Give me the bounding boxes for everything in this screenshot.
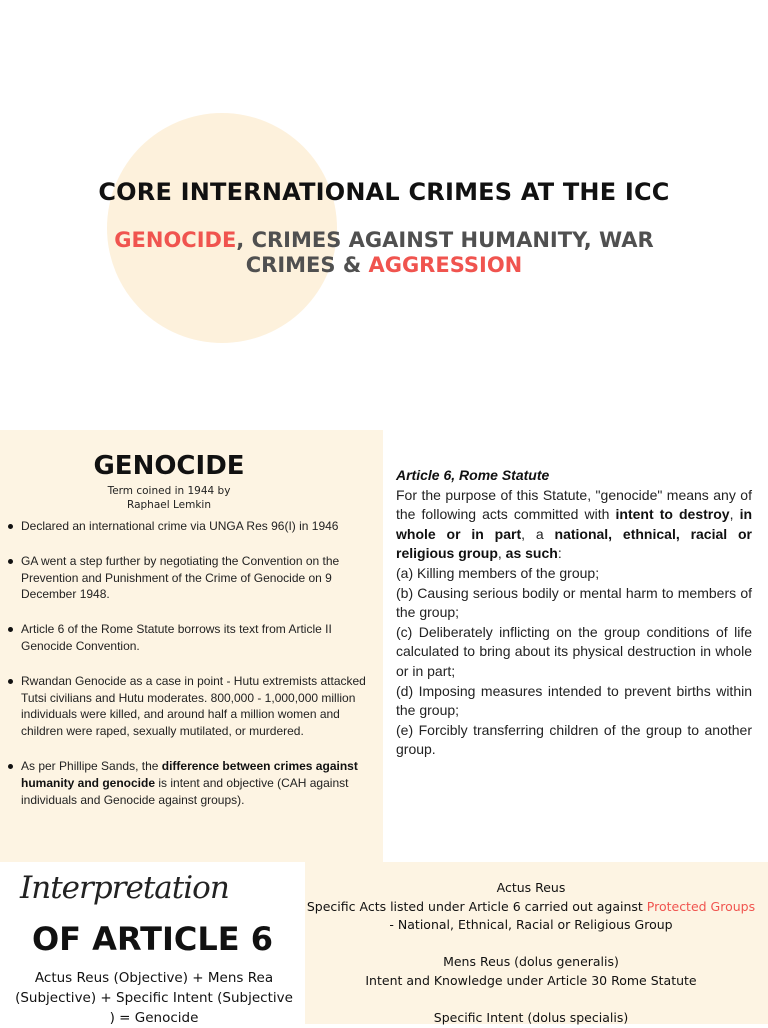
bullet-item bbox=[7, 758, 375, 808]
genocide-bullet-list bbox=[7, 518, 375, 826]
interpretation-script-heading: Interpretation bbox=[20, 870, 229, 906]
intro-sep: : bbox=[557, 545, 562, 562]
bullet-text: As per Phillipe Sands, the bbox=[21, 758, 162, 773]
protected-groups-text: Protected Groups bbox=[646, 898, 756, 914]
intro-sep: , bbox=[497, 545, 506, 562]
bullet-bold-text: difference between crimes against humanity and genocide bbox=[21, 758, 358, 790]
interpretation-formula: Actus Reus (Objective) + Mens Rea (Subjective) + Specific Intent (Subjective ) = Genocide bbox=[15, 970, 293, 1026]
intro-text: For the purpose of this Statute, "genocide" means any of the following acts committed with bbox=[396, 486, 752, 523]
article-6-item: (a) Killing members of the group; bbox=[396, 564, 600, 581]
subtitle-genocide: GENOCIDE bbox=[114, 228, 237, 252]
whole-bold: in whole or in part bbox=[396, 506, 753, 542]
bullet-item: GA went a step further by negotiating the Convention on the Prevention and Punishment of the Crime of Genocide on 9 December 1948. bbox=[7, 553, 375, 603]
article-6-item: (e) Forcibly transferring children of the group to another group. bbox=[396, 721, 752, 758]
interpretation-heading: OF ARTICLE 6 bbox=[31, 920, 274, 958]
article-6-intro bbox=[396, 486, 752, 564]
intent-bold: intent to destroy bbox=[615, 506, 730, 523]
bullet-text: is intent and objective (CAH against individuals and Genocide against groups). bbox=[21, 775, 349, 807]
actus-reus-title: Actus Reus bbox=[496, 880, 566, 895]
spacer bbox=[305, 991, 757, 1010]
intro-sep: , a bbox=[521, 525, 555, 542]
subtitle-aggression: AGGRESSION bbox=[368, 253, 523, 277]
intro-sep: , bbox=[729, 506, 740, 523]
groups-bold: national, ethnical, racial or religious group bbox=[396, 525, 753, 562]
actus-reus-text bbox=[305, 898, 757, 935]
specific-intent-title: Specific Intent (dolus specialis) bbox=[433, 1010, 629, 1026]
article-6-item: (b) Causing serious bodily or mental harm to members of the group; bbox=[396, 584, 752, 621]
bullet-item: Article 6 of the Rome Statute borrows its text from Article II Genocide Convention. bbox=[7, 621, 375, 655]
page-title: CORE INTERNATIONAL CRIMES AT THE ICC bbox=[98, 178, 670, 206]
subtitle-middle: , CRIMES AGAINST HUMANITY, WAR CRIMES & bbox=[236, 228, 654, 277]
mens-rea-title: Mens Reus (dolus generalis) bbox=[443, 954, 619, 970]
bullet-item: Rwandan Genocide as a case in point - Hutu extremists attacked Tutsi civilians and Hutu moderates. 800,000 - 1,000,000 million individuals were killed, and around half a million women and children were raped, sexually mutilated, or murdered. bbox=[7, 673, 375, 740]
genocide-subheading-line2: Raphael Lemkin bbox=[127, 499, 211, 511]
genocide-heading: GENOCIDE bbox=[93, 451, 245, 481]
page-subtitle bbox=[80, 228, 688, 278]
actus-text: Specific Acts listed under Article 6 carried out against bbox=[306, 898, 647, 914]
article-6-heading: Article 6, Rome Statute bbox=[396, 467, 550, 483]
article-6-item: (d) Imposing measures intended to prevent births within the group; bbox=[396, 682, 752, 719]
bullet-item: Declared an international crime via UNGA Res 96(I) in 1946 bbox=[7, 518, 375, 535]
genocide-subheading-line1: Term coined in 1944 by bbox=[107, 485, 231, 497]
elements-text bbox=[305, 879, 757, 1028]
such-bold: as such bbox=[505, 545, 558, 562]
spacer bbox=[305, 935, 757, 954]
genocide-subheading bbox=[0, 484, 338, 512]
mens-rea-text: Intent and Knowledge under Article 30 Rome Statute bbox=[365, 972, 697, 988]
article-6-text bbox=[396, 466, 752, 760]
article-6-item: (c) Deliberately inflicting on the group conditions of life calculated to bring about its physical destruction in whole or in part; bbox=[396, 623, 752, 679]
actus-text: - National, Ethnical, Racial or Religious Group bbox=[389, 917, 673, 933]
